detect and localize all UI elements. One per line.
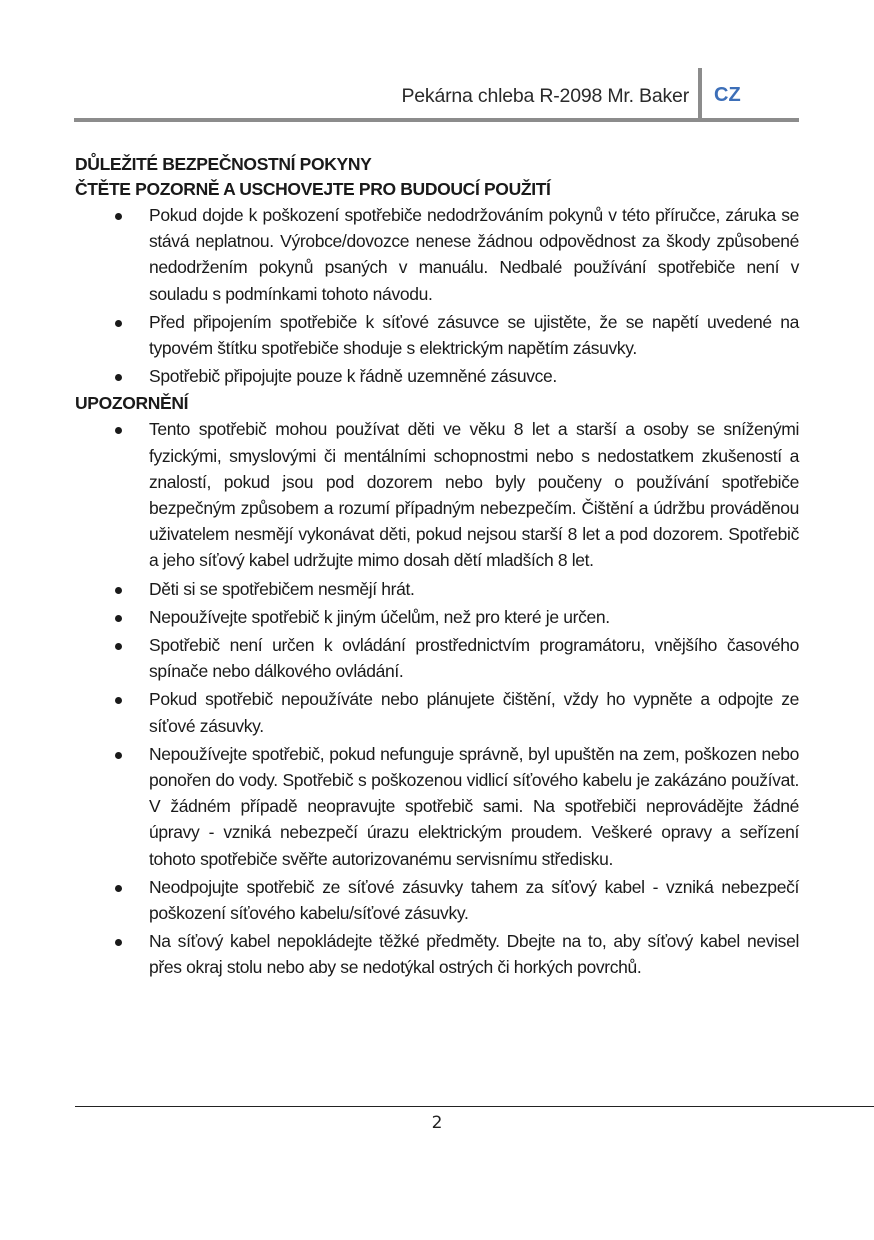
bullet-icon [115, 615, 122, 622]
list-item [75, 576, 799, 602]
list-item-text: Pokud dojde k poškození spotřebiče nedodržováním pokynů v této příručce, záruka se stává neplatnou. Výrobce/dovozce nenese žádnou odpovědnost za škody způsobené nedodržením pokynů psaných v manuálu. Nedbalé používání spotřebiče není v souladu s podmínkami tohoto návodu. [149, 205, 799, 304]
list-item-text: Spotřebič připojujte pouze k řádně uzemněné zásuvce. [149, 366, 557, 387]
important-safety-section [75, 152, 799, 389]
footer-rule [75, 1106, 874, 1107]
list-item [75, 309, 799, 361]
list-item [75, 202, 799, 307]
section-heading: UPOZORNĚNÍ [75, 393, 189, 414]
bullet-icon [115, 697, 122, 704]
bullet-icon [115, 752, 122, 759]
page-number: 2 [431, 1113, 443, 1133]
list-item-text: Tento spotřebič mohou používat děti ve věku 8 let a starší a osoby se sníženými fyzickými, smyslovými či mentálními schopnostmi nebo s nedostatkem zkušeností a znalostí, pokud jsou pod dozorem nebo byly poučeny o používání spotřebiče bezpečným způsobem a rozumí případným nebezpečím. Čištění a údržbu prováděnou uživatelem nesmějí vykonávat děti, pokud nejsou starší 8 let a pod dozorem. Spotřebič a jeho síťový kabel udržujte mimo dosah dětí mladších 8 let. [149, 419, 799, 571]
list-item [75, 741, 799, 872]
list-item [75, 416, 799, 573]
bullet-icon [115, 427, 122, 434]
list-item-text: Pokud spotřebič nepoužíváte nebo plánujete čištění, vždy ho vypněte a odpojte ze síťové zásuvky. [149, 689, 799, 736]
list-item [75, 632, 799, 684]
warning-list [75, 416, 799, 980]
list-item-text: Nepoužívejte spotřebič k jiným účelům, než pro které je určen. [149, 606, 610, 627]
important-list [75, 202, 799, 389]
list-item [75, 363, 799, 389]
bullet-icon [115, 213, 122, 220]
list-item-text: Děti si se spotřebičem nesmějí hrát. [149, 578, 415, 599]
bullet-icon [115, 587, 122, 594]
language-code: CZ [714, 84, 741, 106]
bullet-icon [115, 939, 122, 946]
page-header [74, 68, 799, 120]
list-item [75, 874, 799, 926]
bullet-icon [115, 885, 122, 892]
list-item-text: Před připojením spotřebiče k síťové zásuvce se ujistěte, že se napětí uvedené na typovém štítku spotřebiče shoduje s elektrickým napětím zásuvky. [149, 311, 799, 359]
bullet-icon [115, 643, 122, 650]
header-divider [698, 68, 702, 120]
list-item-text: Nepoužívejte spotřebič, pokud nefunguje správně, byl upuštěn na zem, poškozen nebo ponořen do vody. Spotřebič s poškozenou vidlicí síťového kabelu je zakázáno používat. V žádném případě neopravujte spotřebič sami. Na spotřebiči neprovádějte žádné úpravy - vzniká nebezpečí úrazu elektrickým proudem. Veškeré opravy a seřízení tohoto spotřebiče svěřte autorizovanému servisnímu středisku. [149, 743, 799, 869]
list-item [75, 928, 799, 980]
section-subheading: ČTĚTE POZORNĚ A USCHOVEJTE PRO BUDOUCÍ POUŽITÍ [75, 179, 551, 199]
bullet-icon [115, 374, 122, 381]
section-heading: DŮLEŽITÉ BEZPEČNOSTNÍ POKYNY [75, 154, 372, 174]
list-item-text: Na síťový kabel nepokládejte těžké předměty. Dbejte na to, aby síťový kabel nevisel přes okraj stolu nebo aby se nedotýkal ostrých či horkých povrchů. [149, 931, 799, 978]
warning-section [75, 391, 799, 980]
list-item-text: Neodpojujte spotřebič ze síťové zásuvky tahem za síťový kabel - vzniká nebezpečí poškození síťového kabelu/síťové zásuvky. [149, 876, 799, 924]
list-item [75, 604, 799, 630]
bullet-icon [115, 320, 122, 327]
page-content [75, 152, 799, 983]
header-rule [74, 118, 799, 122]
list-item-text: Spotřebič není určen k ovládání prostřednictvím programátoru, vnějšího časového spínače nebo dálkového ovládání. [149, 635, 799, 682]
document-title: Pekárna chleba R-2098 Mr. Baker [401, 85, 689, 107]
list-item [75, 686, 799, 738]
